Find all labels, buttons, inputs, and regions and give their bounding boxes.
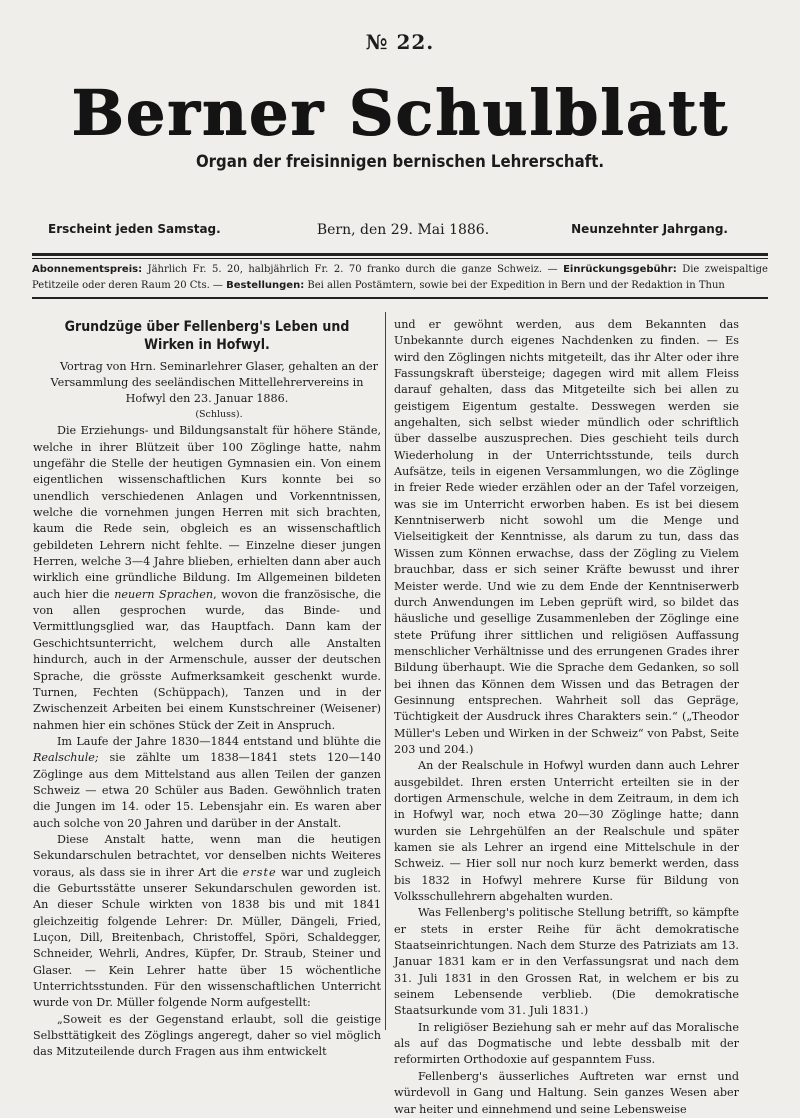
paragraph: Diese Anstalt hatte, wenn man die heutigen Sekundarschulen betrachtet, vor denselben nichts Weiteres voraus, als dass sie in ihrer Art die erste war und zugleich die Geburtsstätte unserer Sekundarschulen geworden ist. An dieser Schule wirkten von 1838 bis und mit 1841 gleichzeitig folgende Lehrer: Dr. Müller, Dängeli, Fried, Luçon, Dill, Breitenbach, Christoffel, Spöri, Schaldegger, Schneider, Wehrli, Andres, Küpfer, Dr. Straub, Steiner und Glaser. — Kein Lehrer hatte über 15 wöchentliche Unterrichtsstunden. Für den wissenschaftlichen Unterricht wurde von Dr. Müller folgende Norm aufgestellt: [33, 832, 382, 1010]
subscription-price-text: Jährlich Fr. 5. 20, halbjährlich Fr. 2. 70 franko durch die ganze Schweiz. — [147, 264, 558, 275]
paragraph: An der Realschule in Hofwyl wurden dann auch Lehrer ausgebildet. Ihren ersten Unterricht erteilten sie in der dortigen Armenschule, welche in dem Zeitraum, in dem ich in Hofwyl war, noch etwa 20—30 Zöglinge hatte; dann wurden sie Lehrgehülfen an der Realschule und später kamen sie als Lehrer an irgend eine Mittelschule in der Schweiz. — Hier soll nur noch kurz bemerkt werden, dass bis 1832 in Hofwyl mehrere Kurse für Bildung von Volksschullehrern abgehalten wurden. [394, 759, 739, 904]
issue-number: № 22. [365, 30, 435, 54]
paragraph: Was Fellenberg's politische Stellung betrifft, so kämpfte er stets in erster Reihe für ächt demokratische Staatseinrichtungen. Nach dem Sturze des Patriziats am 13. Januar 1831 kam er in den Verfassungsrat und nach dem 31. Juli 1831 in den Grossen Rat, in welchem er bis zu seinem Lebensende verblieb. (Die demokratische Staatsurkunde vom 31. Juli 1831.) [394, 906, 739, 1018]
insertion-fee-text: Die zweispaltige Petitzeile oder deren Raum 20 Cts. — [32, 264, 768, 291]
column-divider [385, 312, 386, 1030]
lecture-note: Vortrag von Hrn. Seminarlehrer Glaser, gehalten an der Versammlung des seeländischen Mittellehrervereins in Hofwyl den 23. Januar 1886. [50, 360, 379, 405]
insertion-fee-label: Einrückungsgebühr: [563, 264, 677, 275]
orders-label: Bestellungen: [226, 280, 305, 291]
paragraph: und er gewöhnt werden, aus dem Bekannten das Unbekannte durch eigenes Nachdenken zu finden. — Es wird den Zöglingen nichts mitgeteilt, das ihr Alter oder ihre Fassungskraft übersteige; dagegen wird mit allem Fleiss darauf gehalten, dass das Mitgeteilte sich bei allen zu geistigem Eigentum gestalte. Desswegen werden sie angehalten, sich selbst wieder mündlich oder schriftlich über dasselbe auszusprechen. Dies geschieht teils durch Wiederholung in der Unterrichtsstunde, teils durch Aufsätze, teils in eigenen Versammlungen, wo die Zöglinge in freier Rede wieder erzählen oder an der Tafel vorzeigen, was sie im Unterricht erworben haben. Es ist bei diesem Kenntniserwerb nicht sowohl um die Menge und Vielseitigkeit der Kenntnisse, als darum zu tun, dass das Wissen zum Können erwachse, dass der Zögling zu Vielem brauchbar, dass er sich seiner Kräfte bewusst und ihrer Meister werde. Und wie zu dem Ende der Kenntniserwerb durch Anwendungen im Leben geprüft wird, so bildet das häusliche und gesellige Zusammenleben der Zöglinge eine stete Prüfung ihrer sittlichen und religiösen Auffassung menschlicher Verhältnisse und des errungenen Grades ihrer Bildung überhaupt. Wie die Sprache dem Gedanken, so soll bei ihnen das Können dem Wissen und das Betragen der Gesinnung entsprechen. Wahrheit soll das Gepräge, Tüchtigkeit der Ausdruck ihres Charakters sein.“ („Theodor Müller's Leben und Wirken in der Schweiz“ von Pabst, Seite 203 und 204.) [394, 318, 739, 756]
masthead-title: Berner Schulblatt [71, 76, 729, 149]
publication-frequency: Erscheint jeden Samstag. [48, 222, 221, 236]
place-date: Bern, den 29. Mai 1886. [316, 222, 490, 238]
paragraph: Im Laufe der Jahre 1830—1844 entstand und blühte die Realschule; sie zählte um 1838—1841 stets 120—140 Zöglinge aus dem Mittelstand aus allen Teilen der ganzen Schweiz — etwa 20 Schüler aus Baden. Gewöhnlich traten die Jungen im 14. oder 15. Lebensjahr ein. Es waren aber auch solche von 20 Jahren und darüber in der Anstalt. [33, 734, 381, 830]
publication-info-bar [48, 222, 728, 240]
volume-year: Neunzehnter Jahrgang. [571, 222, 728, 236]
paragraph: Fellenberg's äusserliches Auftreten war ernst und würdevoll in Gang und Haltung. Sein ganzes Wesen aber war heiter und einnehmend und seine Lebensweise [394, 1069, 739, 1116]
orders-text: Bei allen Postämtern, sowie bei der Expedition in Bern und der Redaktion in Thun [307, 280, 725, 291]
subscription-price-label: Abonnementspreis: [32, 264, 143, 275]
article-title: Grundzüge über Fellenberg's Leben und Wirken in Hofwyl. [64, 319, 350, 353]
paragraph: In religiöser Beziehung sah er mehr auf das Moralische als auf das Dogmatische und lebte dessbalb mit der reformirten Orthodoxie auf gespanntem Fuss. [394, 1020, 739, 1067]
conclusion-note: (Schluss). [195, 409, 243, 420]
header-rule-thick [32, 253, 768, 256]
masthead-subtitle: Organ der freisinnigen bernischen Lehrerschaft. [195, 152, 605, 172]
right-column [394, 317, 739, 1118]
subscription-rule [32, 297, 768, 299]
header-rule-thin [32, 258, 768, 259]
left-column [33, 318, 381, 1061]
subscription-info [32, 262, 768, 294]
paragraph: Die Erziehungs- und Bildungsanstalt für höhere Stände, welche in ihrer Blützeit über 100 Zöglinge hatte, nahm ungefähr die Stelle der heutigen Gymnasien ein. Von einem eigentlichen wissenschaftlichen Kurs konnte bei so unendlich verschiedenen Anlagen und Vorkenntnissen, welche die vornehmen jungen Herren mit sich brachten, kaum die Rede sein, obgleich es an wissenschaftlich gebildeten Lehrern nicht fehlte. — Einzelne dieser jungen Herren, welche 3—4 Jahre blieben, erhielten dann aber auch wirklich eine gründliche Bildung. Im Allgemeinen bildeten auch hier die neuern Sprachen, wovon die französische, die von allen gesprochen wurde, das Binde- und Vermittlungsglied war, das Hauptfach. Dann kam der Geschichtsunterricht, welchem durch alle Anstalten hindurch, auch in der Armenschule, ausser der deutschen Sprache, die grösste Aufmerksamkeit geschenkt wurde. Turnen, Fechten (Schüppach), Tanzen und in der Zwischenzeit Arbeiten bei einem Kunstschreiner (Weisener) nahmen hier ein schönes Stück der Zeit in Anspruch. [33, 424, 382, 732]
paragraph: „Soweit es der Gegenstand erlaubt, soll die geistige Selbsttätigkeit des Zöglings angeregt, daher so viel möglich das Mitzuteilende durch Fragen aus ihm entwickelt [33, 1012, 381, 1059]
